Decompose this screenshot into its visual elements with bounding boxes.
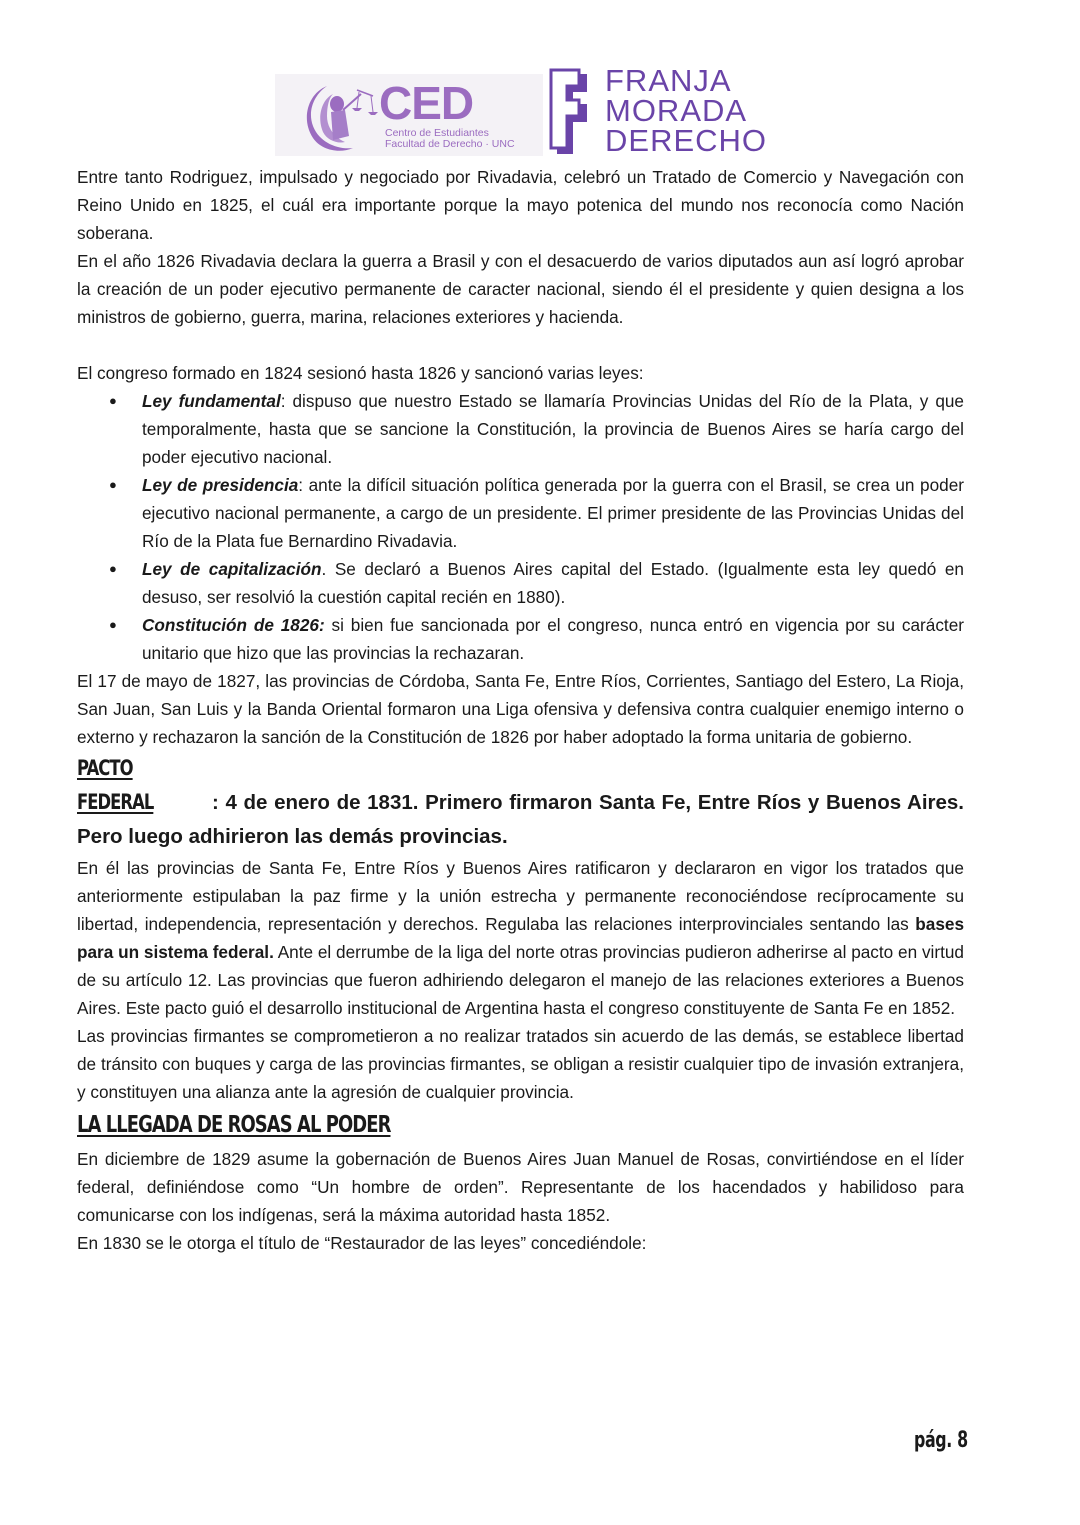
- law-item: [142, 555, 964, 611]
- pacto-p1-bold: bases para un sistema federal.: [77, 914, 964, 962]
- franja-line-3: DERECHO: [605, 123, 768, 158]
- pacto-colon: :: [212, 791, 226, 814]
- franja-f-icon: [547, 68, 593, 156]
- ced-subtitle-line1: Centro de Estudiantes: [385, 127, 489, 139]
- law-item: [142, 387, 964, 471]
- law-name: Ley de presidencia: [142, 475, 299, 495]
- pacto-federal-heading: [77, 751, 964, 854]
- rosas-paragraph-1: En diciembre de 1829 asume la gobernación de Buenos Aires Juan Manuel de Rosas, convirtiéndose en el líder federal, definiéndose como “Un hombre de orden”. Representante de los hacendados y habilidoso para comunicarse con los indígenas, será la máxima autoridad hasta 1852.: [77, 1149, 964, 1225]
- ced-title: CED: [379, 77, 474, 129]
- law-text: si bien fue sancionada por el congreso, nunca entró en vigencia por su carácter unitario que hizo que las provincias la rechazaran.: [142, 615, 964, 663]
- page-number: pág. 8: [914, 1428, 968, 1453]
- laws-list: [77, 387, 964, 667]
- law-text: : ante la difícil situación política generada por la guerra con el Brasil, se crea un poder ejecutivo nacional permanente, a cargo de un presidente. El primer presidente de las Provincias Unidas del Río de la Plata fue Bernardino Rivadavia.: [142, 475, 964, 551]
- section-title-pacto-federal: PACTO FEDERAL: [77, 756, 154, 814]
- page-header-logos: [275, 63, 785, 160]
- franja-morada-wordmark: [605, 63, 768, 158]
- section-title-rosas: LA LLEGADA DE ROSAS AL PODER: [77, 1112, 391, 1138]
- pacto-paragraph-1: [77, 854, 964, 1022]
- intro-paragraph-2: En el año 1826 Rivadavia declara la guerra a Brasil y con el desacuerdo de varios diputados aun así logró aprobar la creación de un poder ejecutivo permanente de caracter nacional, siendo él el presidente y quien designa a los ministros de gobierno, guerra, marina, relaciones exteriores y hacienda.: [77, 251, 964, 327]
- liga-paragraph: El 17 de mayo de 1827, las provincias de Córdoba, Santa Fe, Entre Ríos, Corrientes, Santiago del Estero, La Rioja, San Juan, San Luis y la Banda Oriental formaron una Liga ofensiva y defensiva contra cualquier enemigo interno o externo y rechazaron la sanción de la Constitución de 1826 por haber adoptado la forma unitaria de gobierno.: [77, 671, 964, 747]
- law-name: Ley de capitalización: [142, 559, 322, 579]
- franja-line-2: MORADA: [605, 93, 748, 128]
- pacto-p1-text-after: Ante el derrumbe de la liga del norte otras provincias pudieron adherirse al pacto en virtud de su artículo 12. Las provincias que fueron adhiriendo delegaron el manejo de las relaciones exteriores a Buenos Aires. Este pacto guió el desarrollo institucional de Argentina hasta el congreso constituyente de Santa Fe en 1852.: [77, 942, 964, 1018]
- pacto-p1-text: En él las provincias de Santa Fe, Entre Ríos y Buenos Aires ratificaron y declararon en vigor los tratados que anteriormente estipulaban la paz firme y la unión estrecha y permanente reconociéndose recíprocamente su libertad, independencia, representación y derechos. Regulaba las relaciones interprovinciales sentando las: [77, 858, 964, 934]
- document-body: [77, 163, 964, 1257]
- pacto-paragraph-2: Las provincias firmantes se comprometieron a no realizar tratados sin acuerdo de las demás, se establece libertad de tránsito con buques y carga de las provincias firmantes, se obligan a resistir cualquier tipo de invasión extranjera, y constituyen una alianza ante la agresión de cualquier provincia.: [77, 1026, 964, 1102]
- congreso-lead: El congreso formado en 1824 sesionó hasta 1826 y sancionó varias leyes:: [77, 363, 644, 383]
- franja-line-1: FRANJA: [605, 63, 732, 98]
- law-item: [142, 611, 964, 667]
- ced-logo: [275, 74, 543, 156]
- rosas-paragraph-2: En 1830 se le otorga el título de “Restaurador de las leyes” concediéndole:: [77, 1233, 647, 1253]
- spacer: [77, 331, 964, 359]
- ced-subtitle-line2: Facultad de Derecho · UNC: [385, 138, 515, 150]
- justice-emblem-icon: [297, 80, 379, 154]
- rosas-heading: [77, 1106, 964, 1145]
- pacto-subtitle: 4 de enero de 1831. Primero firmaron Santa Fe, Entre Ríos y Buenos Aires. Pero luego adhirieron las demás provincias.: [77, 791, 964, 848]
- ced-subtitle: [385, 128, 515, 150]
- law-text: : dispuso que nuestro Estado se llamaría Provincias Unidas del Río de la Plata, y que temporalmente, hasta que se sancione la Constitución, la provincia de Buenos Aires se haría cargo del poder ejecutivo nacional.: [142, 391, 964, 467]
- law-name: Constitución de 1826:: [142, 615, 325, 635]
- law-item: [142, 471, 964, 555]
- franja-morada-logo: [547, 63, 787, 160]
- law-text: . Se declaró a Buenos Aires capital del Estado. (Igualmente esta ley quedó en desuso, ser resolvió la cuestión capital recién en 1880).: [142, 559, 964, 607]
- law-name: Ley fundamental: [142, 391, 281, 411]
- intro-paragraph-1: Entre tanto Rodriguez, impulsado y negociado por Rivadavia, celebró un Tratado de Comercio y Navegación con Reino Unido en 1825, el cuál era importante porque la mayo potenica del mundo nos reconocía como Nación soberana.: [77, 167, 964, 243]
